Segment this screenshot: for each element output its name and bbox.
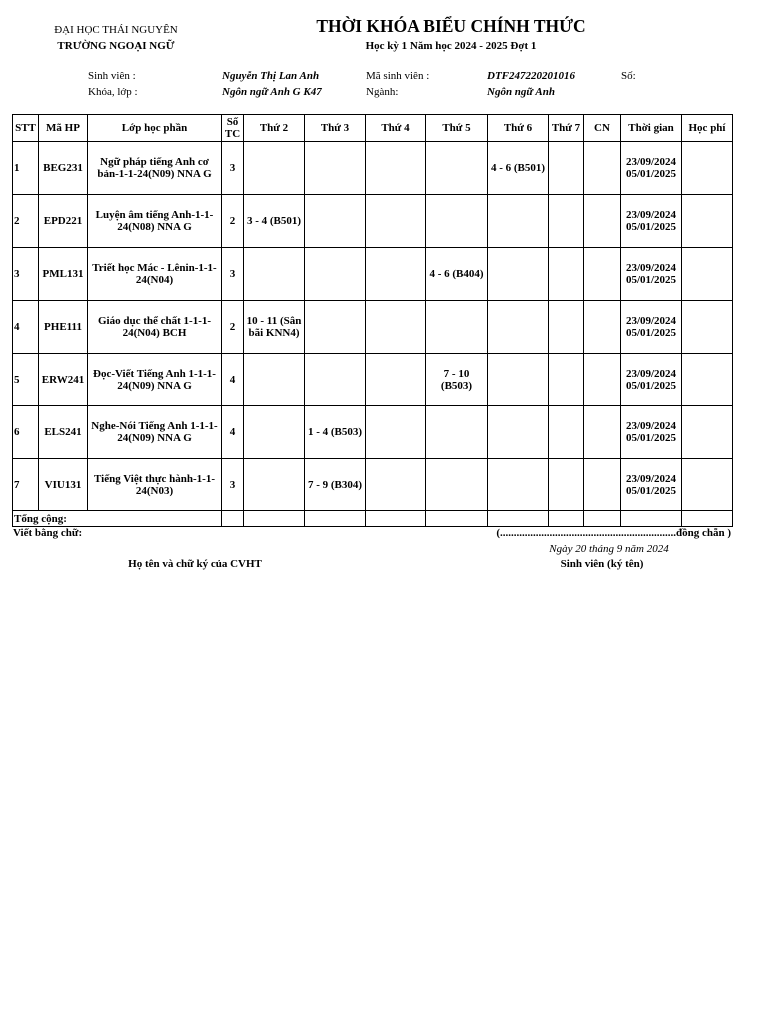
major-value: Ngôn ngữ Anh [487,86,555,98]
saturday-cell [549,406,584,459]
course-code-cell: PHE111 [39,301,88,354]
friday-cell [488,459,549,511]
total-monday-cell [244,511,305,527]
saturday-cell [549,459,584,511]
wednesday-cell [366,354,426,406]
col-header-sat: Thứ 7 [549,115,584,142]
stt-cell: 5 [13,354,39,406]
sunday-cell [584,354,621,406]
period-cell [621,195,682,248]
col-header-code: Mã HP [39,115,88,142]
tuesday-cell [305,301,366,354]
credits-cell: 3 [222,459,244,511]
col-header-wed: Thứ 4 [366,115,426,142]
stt-cell: 7 [13,459,39,511]
total-row [13,511,733,527]
thursday-cell [426,406,488,459]
total-friday-cell [488,511,549,527]
saturday-cell [549,354,584,406]
course-code-cell: EPD221 [39,195,88,248]
course-code-cell: ERW241 [39,354,88,406]
monday-cell [244,406,305,459]
end-date: 05/01/2025 [625,327,677,339]
wednesday-cell [366,459,426,511]
monday-cell: 10 - 11 (Sân bãi KNN4) [244,301,305,354]
course-section-cell: Giáo dục thể chất 1-1-1-24(N04) BCH [88,301,222,354]
major-label: Ngành: [366,86,399,98]
stt-cell: 2 [13,195,39,248]
monday-cell [244,459,305,511]
fee-cell [682,301,733,354]
end-date: 05/01/2025 [625,221,677,233]
col-header-section: Lớp học phần [88,115,222,142]
start-date: 23/09/2024 [625,315,677,327]
thursday-cell [426,142,488,195]
timetable-row [13,301,733,354]
end-date: 05/01/2025 [625,379,677,392]
total-fee-cell [682,511,733,527]
end-date: 05/01/2025 [625,432,677,444]
timetable [12,114,733,527]
stt-cell: 4 [13,301,39,354]
student-signature-label: Sinh viên (ký tên) [560,558,644,570]
col-header-stt: STT [13,115,39,142]
fee-cell [682,195,733,248]
timetable-row [13,459,733,511]
wednesday-cell [366,142,426,195]
wednesday-cell [366,248,426,301]
wednesday-cell [366,406,426,459]
monday-cell [244,248,305,301]
course-section-cell: Nghe-Nói Tiếng Anh 1-1-1-24(N09) NNA G [88,406,222,459]
monday-cell: 3 - 4 (B501) [244,195,305,248]
saturday-cell [549,142,584,195]
total-tuesday-cell [305,511,366,527]
wednesday-cell [366,195,426,248]
thursday-cell: 7 - 10 (B503) [426,354,488,406]
period-cell [621,248,682,301]
thursday-cell: 4 - 6 (B404) [426,248,488,301]
col-header-tue: Thứ 3 [305,115,366,142]
period-cell [621,354,682,406]
period-cell [621,459,682,511]
fee-cell [682,248,733,301]
monday-cell [244,142,305,195]
student-id: DTF247220201016 [487,70,575,82]
sunday-cell [584,248,621,301]
period-cell [621,301,682,354]
credits-cell: 4 [222,406,244,459]
monday-cell [244,354,305,406]
timetable-row [13,248,733,301]
tuesday-cell [305,354,366,406]
course-section-cell: Ngữ pháp tiếng Anh cơ bản-1-1-24(N09) NNA G [88,142,222,195]
document-title: THỜI KHÓA BIỂU CHÍNH THỨC [316,16,586,36]
saturday-cell [549,301,584,354]
document-number-label: Số: [621,70,636,82]
fee-cell [682,142,733,195]
stt-cell: 1 [13,142,39,195]
amount-in-words-blank: (................................................................đồng chẵn ) [496,527,731,539]
stt-cell: 6 [13,406,39,459]
advisor-signature-label: Họ tên và chữ ký của CVHT [128,558,262,570]
col-header-thu: Thứ 5 [426,115,488,142]
semester-subtitle: Học kỳ 1 Năm học 2024 - 2025 Đợt 1 [365,40,537,52]
saturday-cell [549,195,584,248]
timetable-row [13,406,733,459]
timetable-row [13,142,733,195]
fee-cell [682,459,733,511]
student-name-label: Sinh viên : [88,70,136,82]
total-saturday-cell [549,511,584,527]
course-code-cell: BEG231 [39,142,88,195]
total-period-cell [621,511,682,527]
total-wednesday-cell [366,511,426,527]
credits-cell: 4 [222,354,244,406]
credits-cell: 2 [222,301,244,354]
class-value: Ngôn ngữ Anh G K47 [222,86,322,98]
col-header-sun: CN [584,115,621,142]
saturday-cell [549,248,584,301]
timetable-row [13,195,733,248]
tuesday-cell: 1 - 4 (B503) [305,406,366,459]
timetable-row [13,354,733,406]
credits-cell: 3 [222,248,244,301]
friday-cell [488,406,549,459]
sunday-cell [584,459,621,511]
total-thursday-cell [426,511,488,527]
course-section-cell: Đọc-Viết Tiếng Anh 1-1-1-24(N09) NNA G [88,354,222,406]
credits-cell: 3 [222,142,244,195]
col-header-period: Thời gian [621,115,682,142]
total-label: Tổng cộng: [13,511,222,527]
friday-cell [488,248,549,301]
course-code-cell: ELS241 [39,406,88,459]
student-name: Nguyễn Thị Lan Anh [222,70,320,82]
start-date: 23/09/2024 [625,420,677,432]
end-date: 05/01/2025 [625,274,677,286]
wednesday-cell [366,301,426,354]
tuesday-cell: 7 - 9 (B304) [305,459,366,511]
timetable-header-row [13,115,733,142]
friday-cell [488,354,549,406]
col-header-fee: Học phí [682,115,733,142]
start-date: 23/09/2024 [625,367,677,380]
start-date: 23/09/2024 [625,156,677,168]
thursday-cell [426,195,488,248]
sunday-cell [584,195,621,248]
sunday-cell [584,142,621,195]
course-code-cell: PML131 [39,248,88,301]
thursday-cell [426,459,488,511]
start-date: 23/09/2024 [625,209,677,221]
total-sunday-cell [584,511,621,527]
tuesday-cell [305,142,366,195]
period-cell [621,406,682,459]
end-date: 05/01/2025 [625,484,677,497]
total-credits-cell [222,511,244,527]
fee-cell [682,354,733,406]
start-date: 23/09/2024 [625,262,677,274]
class-label: Khóa, lớp : [88,86,138,98]
sunday-cell [584,406,621,459]
course-section-cell: Tiếng Việt thực hành-1-1-24(N03) [88,459,222,511]
credits-cell: 2 [222,195,244,248]
sunday-cell [584,301,621,354]
period-cell [621,142,682,195]
friday-cell [488,195,549,248]
course-section-cell: Luyện âm tiếng Anh-1-1-24(N08) NNA G [88,195,222,248]
university-name: ĐẠI HỌC THÁI NGUYÊN [54,24,178,36]
start-date: 23/09/2024 [625,472,677,485]
end-date: 05/01/2025 [625,168,677,180]
stt-cell: 3 [13,248,39,301]
sign-date: Ngày 20 tháng 9 năm 2024 [549,543,669,555]
school-name: TRƯỜNG NGOẠI NGỮ [57,40,175,52]
student-id-label: Mã sinh viên : [366,70,430,82]
thursday-cell [426,301,488,354]
col-header-credits: Số TC [222,115,244,142]
amount-in-words-label: Viết bằng chữ: [13,527,83,539]
friday-cell [488,301,549,354]
friday-cell: 4 - 6 (B501) [488,142,549,195]
col-header-fri: Thứ 6 [488,115,549,142]
col-header-mon: Thứ 2 [244,115,305,142]
course-section-cell: Triết học Mác - Lênin-1-1-24(N04) [88,248,222,301]
tuesday-cell [305,248,366,301]
tuesday-cell [305,195,366,248]
fee-cell [682,406,733,459]
course-code-cell: VIU131 [39,459,88,511]
